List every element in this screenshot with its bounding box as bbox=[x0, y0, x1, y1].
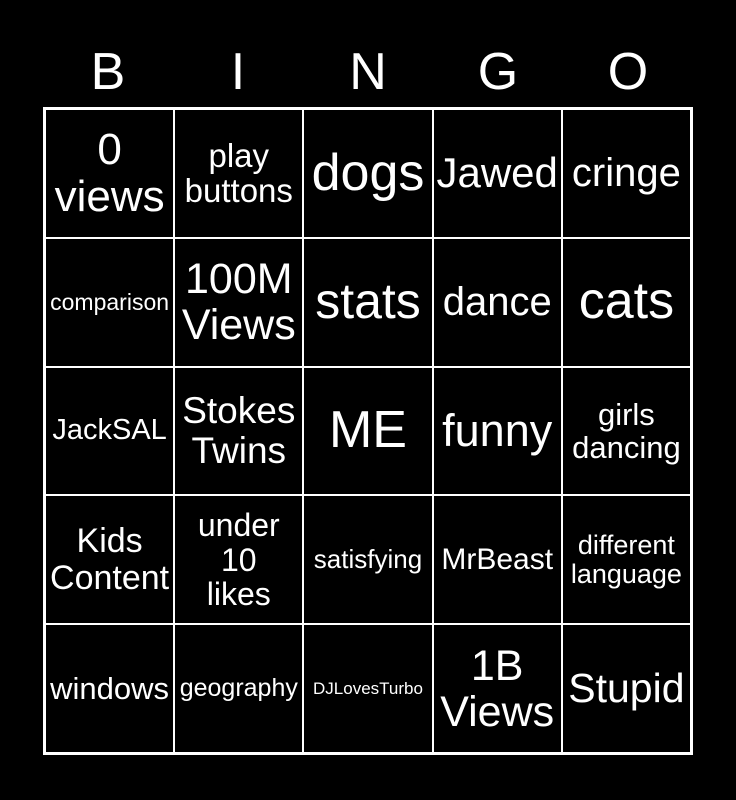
bingo-cell[interactable] bbox=[174, 238, 303, 367]
bingo-cell[interactable] bbox=[174, 367, 303, 496]
bingo-cell[interactable] bbox=[174, 495, 303, 624]
bingo-title-letter-o: O bbox=[607, 43, 649, 101]
bingo-cell-label: geography bbox=[179, 674, 298, 703]
bingo-cell-label: Jawed bbox=[436, 148, 558, 196]
bingo-cell[interactable] bbox=[433, 624, 562, 753]
bingo-cell[interactable] bbox=[174, 109, 303, 238]
bingo-cell[interactable] bbox=[303, 624, 432, 753]
bingo-cell-label: 100M Views bbox=[181, 255, 296, 350]
bingo-title-letter-i: I bbox=[230, 43, 246, 101]
bingo-cell-label: windows bbox=[50, 671, 170, 707]
bingo-cell[interactable] bbox=[45, 109, 174, 238]
bingo-cell-label: dogs bbox=[311, 143, 425, 202]
bingo-title bbox=[43, 40, 693, 104]
bingo-cell-label: dance bbox=[442, 279, 552, 324]
bingo-cell[interactable] bbox=[433, 495, 562, 624]
bingo-cell[interactable] bbox=[45, 624, 174, 753]
bingo-cell-label: cringe bbox=[571, 151, 681, 195]
bingo-cell[interactable] bbox=[562, 367, 691, 496]
bingo-cell-label: different language bbox=[570, 529, 682, 589]
bingo-cell-label: 0 views bbox=[54, 125, 165, 222]
bingo-cell-label: under 10 likes bbox=[197, 507, 280, 612]
bingo-cell-label: MrBeast bbox=[441, 542, 554, 576]
bingo-board bbox=[43, 107, 693, 755]
bingo-cell[interactable] bbox=[562, 109, 691, 238]
bingo-title-letter-n: N bbox=[349, 43, 387, 101]
bingo-cell-label: play buttons bbox=[184, 137, 293, 210]
bingo-cell-label: Kids Content bbox=[50, 522, 170, 597]
bingo-cell-label: Stokes Twins bbox=[182, 390, 296, 471]
bingo-title-letter-b: B bbox=[90, 43, 126, 101]
bingo-cell-label: JackSAL bbox=[52, 414, 167, 447]
bingo-cell[interactable] bbox=[174, 624, 303, 753]
bingo-cell[interactable] bbox=[303, 238, 432, 367]
bingo-cell-label: girls dancing bbox=[572, 396, 681, 465]
bingo-title-letter-g: G bbox=[477, 43, 519, 101]
bingo-cell[interactable] bbox=[433, 109, 562, 238]
bingo-cell-label: DJLovesTurbo bbox=[313, 678, 423, 698]
bingo-cell[interactable] bbox=[433, 367, 562, 496]
bingo-cell[interactable] bbox=[303, 495, 432, 624]
bingo-cell[interactable] bbox=[45, 495, 174, 624]
bingo-cell-label: stats bbox=[315, 273, 421, 330]
bingo-cell-label: comparison bbox=[50, 288, 170, 315]
bingo-cell-label: Stupid bbox=[568, 664, 685, 711]
bingo-cell[interactable] bbox=[562, 495, 691, 624]
bingo-cell-label: 1B Views bbox=[440, 641, 555, 736]
bingo-cell[interactable] bbox=[562, 238, 691, 367]
bingo-cell-label: ME bbox=[328, 401, 407, 460]
bingo-cell[interactable] bbox=[562, 624, 691, 753]
bingo-cell[interactable] bbox=[45, 238, 174, 367]
bingo-cell[interactable] bbox=[45, 367, 174, 496]
bingo-cell[interactable] bbox=[303, 109, 432, 238]
bingo-cell[interactable] bbox=[433, 238, 562, 367]
bingo-cell[interactable] bbox=[303, 367, 432, 496]
bingo-cell-label: satisfying bbox=[313, 543, 423, 574]
bingo-cell-label: cats bbox=[578, 272, 675, 331]
bingo-cell-label: funny bbox=[442, 404, 553, 456]
